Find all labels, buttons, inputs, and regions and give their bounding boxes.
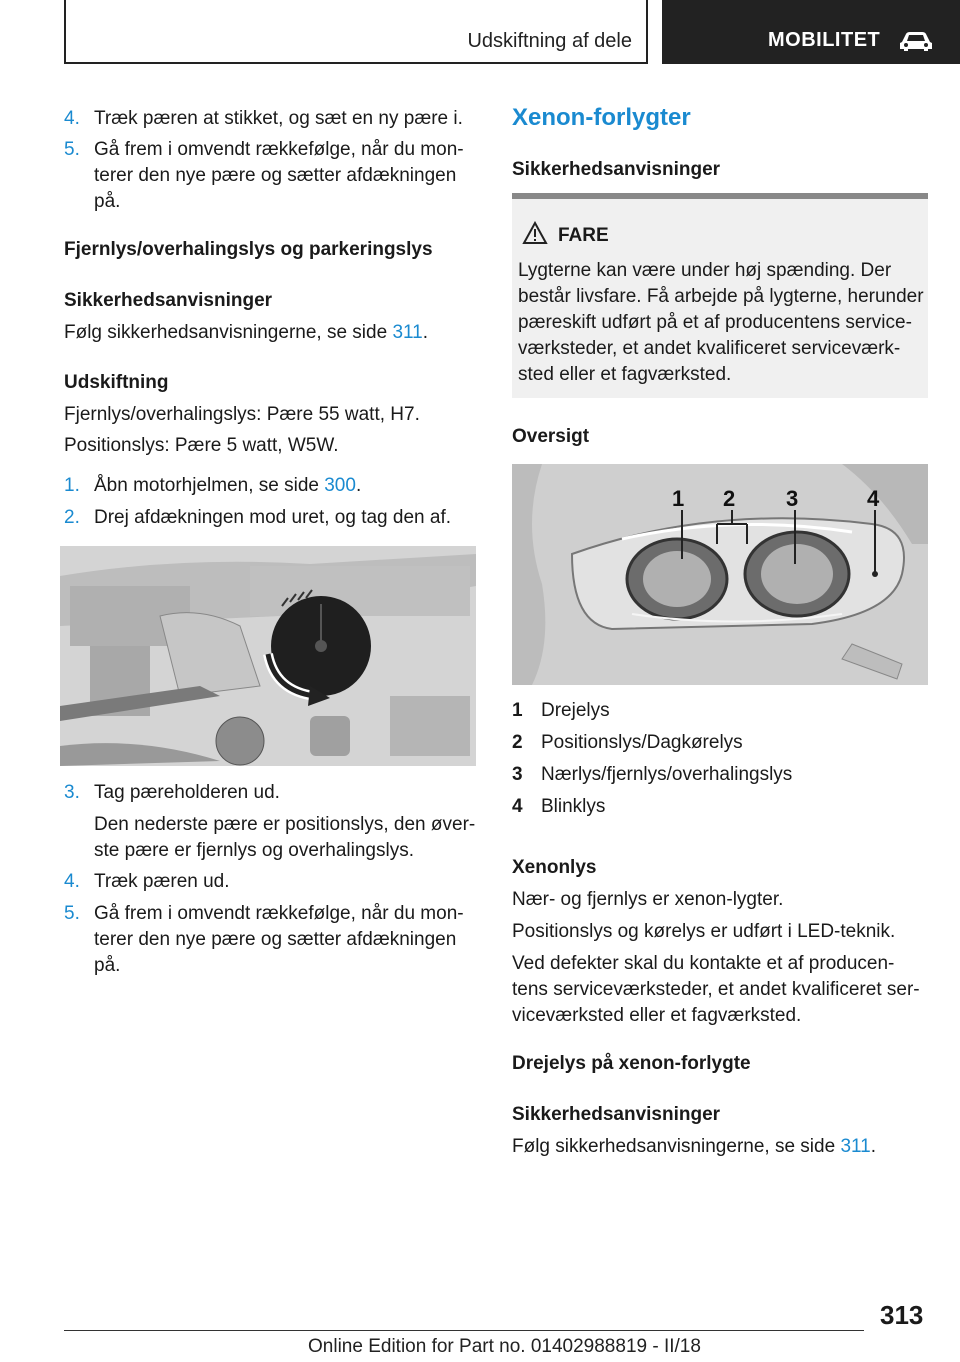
engine-bay-illustration <box>60 546 476 766</box>
xenon-heading: Xenonlys <box>512 857 597 878</box>
warning-box <box>512 193 928 398</box>
header-section-box <box>64 0 648 64</box>
xenon-line: Nær- og fjernlys er xenon-lygter. <box>512 889 784 910</box>
step-text: på. <box>94 955 121 976</box>
turn-light-heading: Drejelys på xenon-forlygte <box>512 1053 751 1074</box>
legend-number: 2 <box>512 732 523 753</box>
step-number: 4. <box>64 871 80 892</box>
xenon-line: Ved defekter skal du kontakte et af producen- <box>512 953 895 974</box>
warning-triangle-icon <box>522 221 548 245</box>
page-link[interactable]: 311 <box>392 322 423 343</box>
legend-number: 3 <box>512 764 523 785</box>
replace-line: Fjernlys/overhalingslys: Pære 55 watt, H7. <box>64 404 420 425</box>
legend-number: 4 <box>512 796 523 817</box>
warning-label: FARE <box>558 225 609 246</box>
tab-label: MOBILITET <box>768 29 881 51</box>
step-text: Drej afdækningen mod uret, og tag den af. <box>94 507 452 528</box>
edition-text: Online Edition for Part no. 01402988819 - II/18 <box>308 1336 701 1357</box>
overview-heading: Oversigt <box>512 426 590 447</box>
footer-divider <box>64 1330 864 1331</box>
car-icon <box>898 30 934 52</box>
callout-1: 1 <box>672 486 685 511</box>
step-number: 3. <box>64 782 80 803</box>
safety-text: Følg sikkerhedsanvisningerne, se side 311. <box>64 322 429 343</box>
page-link[interactable]: 300 <box>324 475 356 496</box>
step-text: terer den nye pære og sætter afdækningen <box>94 165 457 186</box>
callout-4: 4 <box>867 486 880 511</box>
safety-heading: Sikkerhedsanvisninger <box>64 290 273 311</box>
xenon-line: tens serviceværksteder, et andet kvalificeret ser- <box>512 979 920 1000</box>
page-number: 313 <box>880 1300 924 1330</box>
legend-text: Nærlys/fjernlys/overhalingslys <box>541 764 793 785</box>
header-tab-mobilitet[interactable] <box>662 0 960 64</box>
step-number: 2. <box>64 507 80 528</box>
warning-line: pæreskift udført på et af producentens service- <box>518 312 912 333</box>
section-title: Udskiftning af dele <box>467 30 632 52</box>
xenon-line: Positionslys og kørelys er udført i LED-teknik. <box>512 921 896 942</box>
warning-line: sted eller et fagværksted. <box>518 364 732 385</box>
step-text: Træk pæren at stikket, og sæt en ny pære i. <box>94 108 463 129</box>
step-number: 5. <box>64 139 80 160</box>
step-number: 5. <box>64 903 80 924</box>
xenon-line: viceværksted eller et fagværksted. <box>512 1005 802 1026</box>
step-text: Gå frem i omvendt rækkefølge, når du mon- <box>94 139 464 160</box>
step-text: Åbn motorhjelmen, se side 300. <box>94 475 362 496</box>
step-text: Gå frem i omvendt rækkefølge, når du mon- <box>94 903 464 924</box>
warning-line: består livsfare. Få arbejde på lygterne, herunder <box>518 286 924 307</box>
callout-3: 3 <box>786 486 799 511</box>
callout-2: 2 <box>723 486 736 511</box>
step-text: Træk pæren ud. <box>94 871 230 892</box>
step-number: 1. <box>64 475 80 496</box>
warning-line: Lygterne kan være under høj spænding. Der <box>518 260 892 281</box>
replace-line: Positionslys: Pære 5 watt, W5W. <box>64 435 339 456</box>
step-text: terer den nye pære og sætter afdækningen <box>94 929 457 950</box>
page-title: Xenon-forlygter <box>512 104 691 131</box>
warning-line: værksteder, et andet kvalificeret serviceværk- <box>518 338 901 359</box>
step-subtext: Den nederste pære er positionslys, den øver- <box>94 814 476 835</box>
headlight-illustration <box>512 464 928 685</box>
section-heading: Fjernlys/overhalingslys og parkeringslys <box>64 239 433 260</box>
replace-heading: Udskiftning <box>64 372 169 393</box>
step-subtext: ste pære er fjernlys og overhalingslys. <box>94 840 414 861</box>
legend-number: 1 <box>512 700 523 721</box>
safety-text: Følg sikkerhedsanvisningerne, se side 311. <box>512 1136 877 1157</box>
legend-text: Drejelys <box>541 700 610 721</box>
page-link[interactable]: 311 <box>840 1136 871 1157</box>
step-number: 4. <box>64 108 80 129</box>
step-text: på. <box>94 191 121 212</box>
safety-heading: Sikkerhedsanvisninger <box>512 1104 721 1125</box>
legend-text: Positionslys/Dagkørelys <box>541 732 743 753</box>
step-text: Tag pæreholderen ud. <box>94 782 280 803</box>
safety-heading: Sikkerhedsanvisninger <box>512 159 721 180</box>
legend-text: Blinklys <box>541 796 606 817</box>
